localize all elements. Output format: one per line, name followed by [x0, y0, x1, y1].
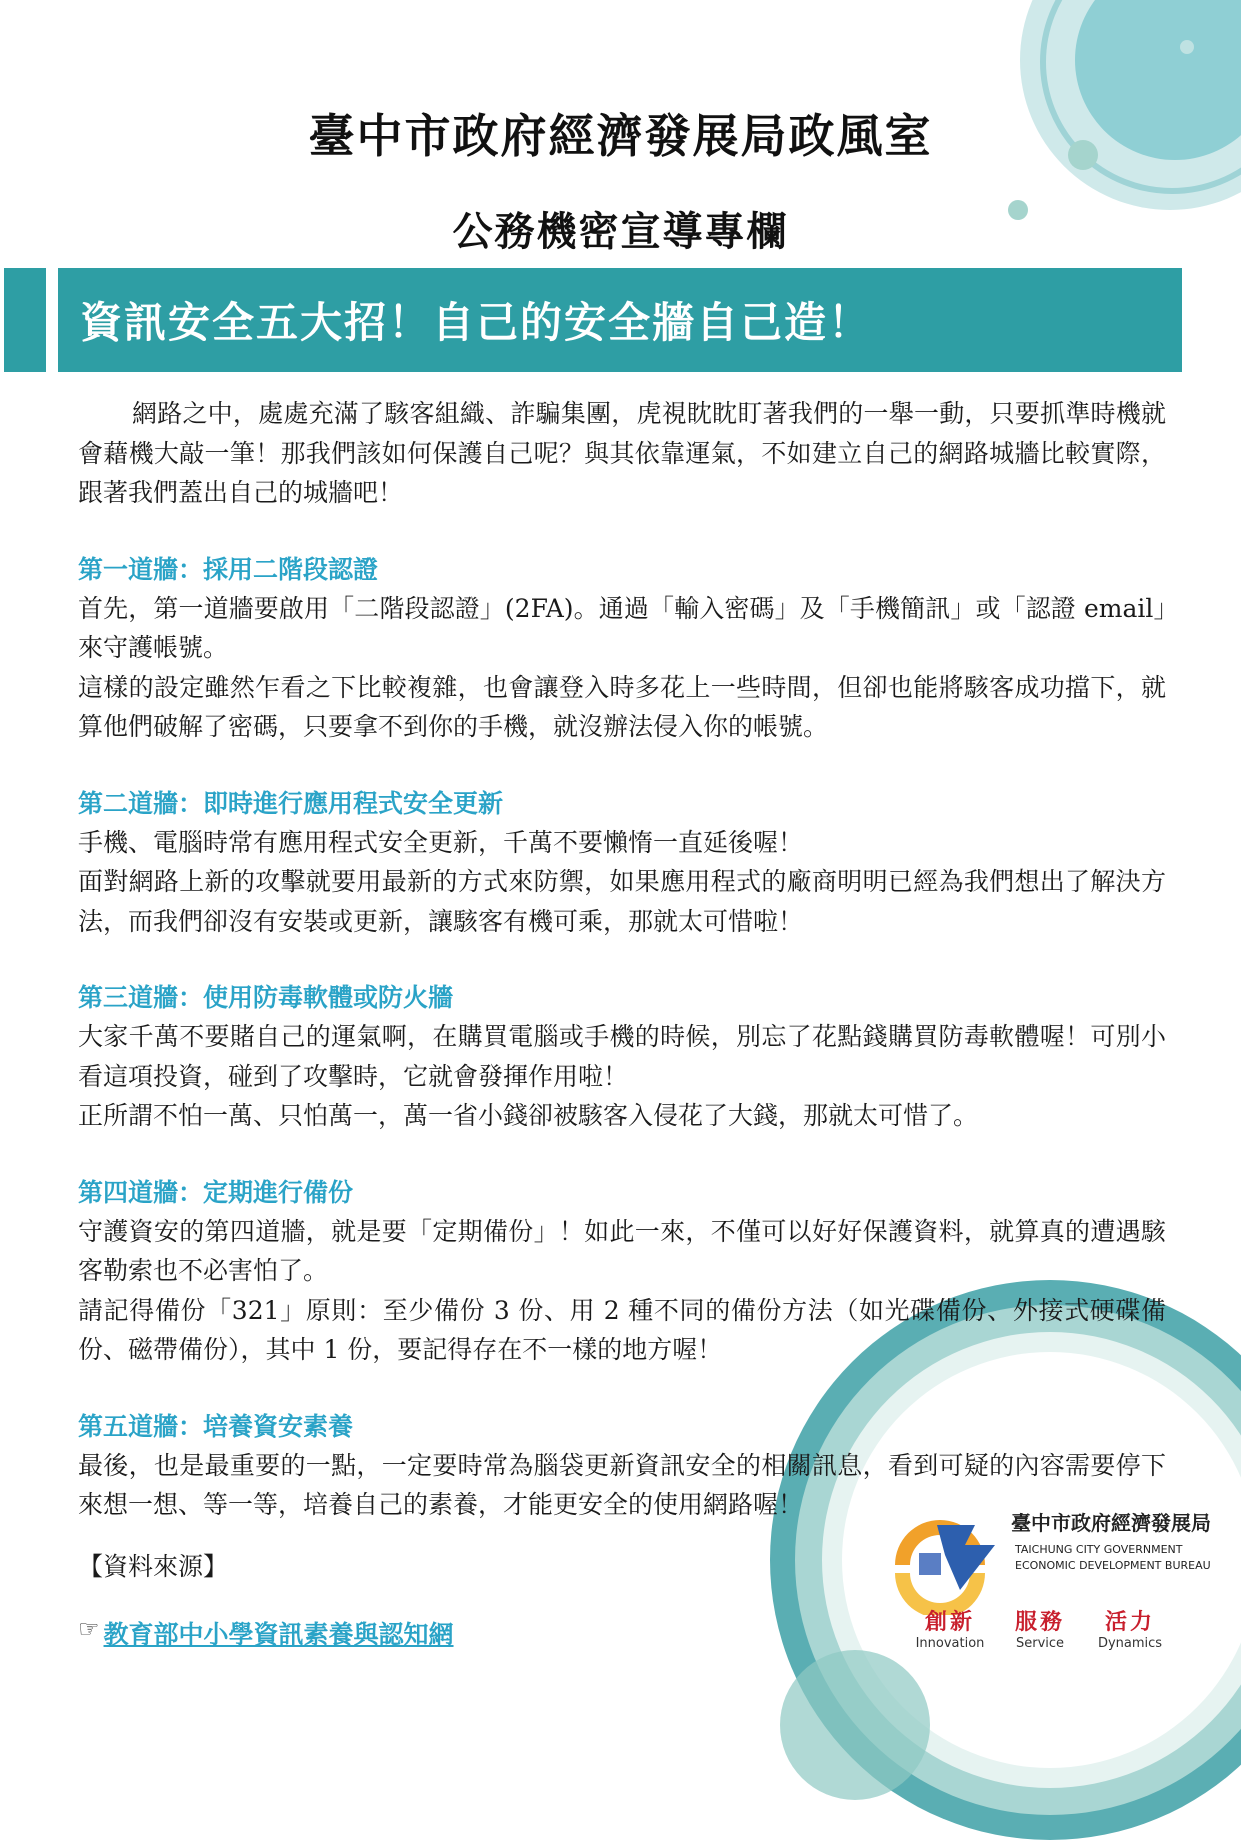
bureau-emblem-icon — [875, 1495, 1005, 1615]
section-1-paragraph-1: 首先，第一道牆要啟用「二階段認證」(2FA)。通過「輸入密碼」及「手機簡訊」或「認證 email」來守護帳號。 — [78, 593, 1166, 662]
source-label: 【資料來源】 — [78, 1551, 229, 1581]
section-3-paragraph-2: 正所謂不怕一萬、只怕萬一，萬一省小錢卻被駭客入侵花了大錢，那就太可惜了。 — [78, 1101, 979, 1130]
section-3-title: 第三道牆：使用防毒軟體或防火牆 — [78, 983, 454, 1012]
logo-name: 臺中市政府經濟發展局 — [1011, 1511, 1211, 1535]
title-banner — [58, 268, 1182, 372]
motto-innovation — [905, 1605, 995, 1651]
section-5-paragraph-1: 最後，也是最重要的一點，一定要時常為腦袋更新資訊安全的相關訊息，看到可疑的內容需要停下來想一想、等一等，培養自己的素養，才能更安全的使用網路喔！ — [78, 1450, 1166, 1519]
motto-service — [995, 1605, 1085, 1651]
decor-dot-3 — [1180, 40, 1194, 54]
article-body — [78, 394, 1166, 1655]
section-1-title: 第一道牆：採用二階段認證 — [78, 554, 379, 584]
section-2-paragraph-2: 面對網路上新的攻擊就要用最新的方式來防禦，如果應用程式的廠商明明已經為我們想出了解決方法，而我們卻沒有安裝或更新，讓駭客有機可乘，那就太可惜啦！ — [78, 867, 1166, 936]
motto-service-zh: 服務 — [1014, 1610, 1065, 1635]
motto-innovation-zh: 創新 — [924, 1610, 975, 1635]
section-4-paragraph-1: 守護資安的第四道牆，就是要「定期備份」！如此一來，不僅可以好好保護資料，就算真的遭遇駭客勒索也不必害怕了。 — [78, 1216, 1166, 1285]
intro-paragraph: 網路之中，處處充滿了駭客組織、詐騙集團，虎視眈眈盯著我們的一舉一動，只要抓準時機就會藉機大敲一筆！那我們該如何保護自己呢？與其依靠運氣，不如建立自己的網路城牆比較實際，跟著我們蓋出自己的城牆吧！ — [78, 399, 1166, 507]
source-link[interactable]: 教育部中小學資訊素養與認知網 — [103, 1619, 454, 1649]
section-2-paragraph-1: 手機、電腦時常有應用程式安全更新，千萬不要懶惰一直延後喔！ — [78, 827, 804, 857]
pointing-hand-icon: ☞ — [78, 1614, 100, 1643]
org-title: 臺中市政府經濟發展局政風室 — [308, 109, 933, 163]
section-4-title: 第四道牆：定期進行備份 — [78, 1177, 354, 1207]
banner-side-bar — [4, 268, 46, 372]
banner-title: 資訊安全五大招！自己的安全牆自己造！ — [80, 298, 873, 347]
section-5-title: 第五道牆：培養資安素養 — [78, 1411, 354, 1441]
motto-innovation-en: Innovation — [915, 1636, 985, 1651]
section-2-title: 第二道牆：即時進行應用程式安全更新 — [78, 788, 504, 818]
section-3-paragraph-1: 大家千萬不要賭自己的運氣啊，在購買電腦或手機的時候，別忘了花點錢購買防毒軟體喔！可別小看這項投資，碰到了攻擊時，它就會發揮作用啦！ — [78, 1022, 1166, 1091]
motto-dynamics-en: Dynamics — [1097, 1636, 1163, 1651]
motto-service-en: Service — [1015, 1636, 1065, 1651]
section-4-paragraph-2: 請記得備份「321」原則：至少備份 3 份、用 2 種不同的備份方法（如光碟備份、外接式硬碟備份、磁帶備份），其中 1 份，要記得存在不一樣的地方喔！ — [78, 1295, 1166, 1364]
logo-en-line-1: TAICHUNG CITY GOVERNMENT — [1015, 1543, 1183, 1556]
bureau-logo — [875, 1485, 1211, 1715]
logo-en-line-2: ECONOMIC DEVELOPMENT BUREAU — [1015, 1559, 1211, 1572]
column-title: 公務機密宣導專欄 — [452, 209, 789, 255]
section-1-paragraph-2: 這樣的設定雖然乍看之下比較複雜，也會讓登入時多花上一些時間，但卻也能將駭客成功擋下，就算他們破解了密碼，只要拿不到你的手機，就沒辦法侵入你的帳號。 — [78, 672, 1166, 741]
motto-dynamics-zh: 活力 — [1104, 1610, 1155, 1635]
motto-dynamics — [1085, 1605, 1175, 1651]
